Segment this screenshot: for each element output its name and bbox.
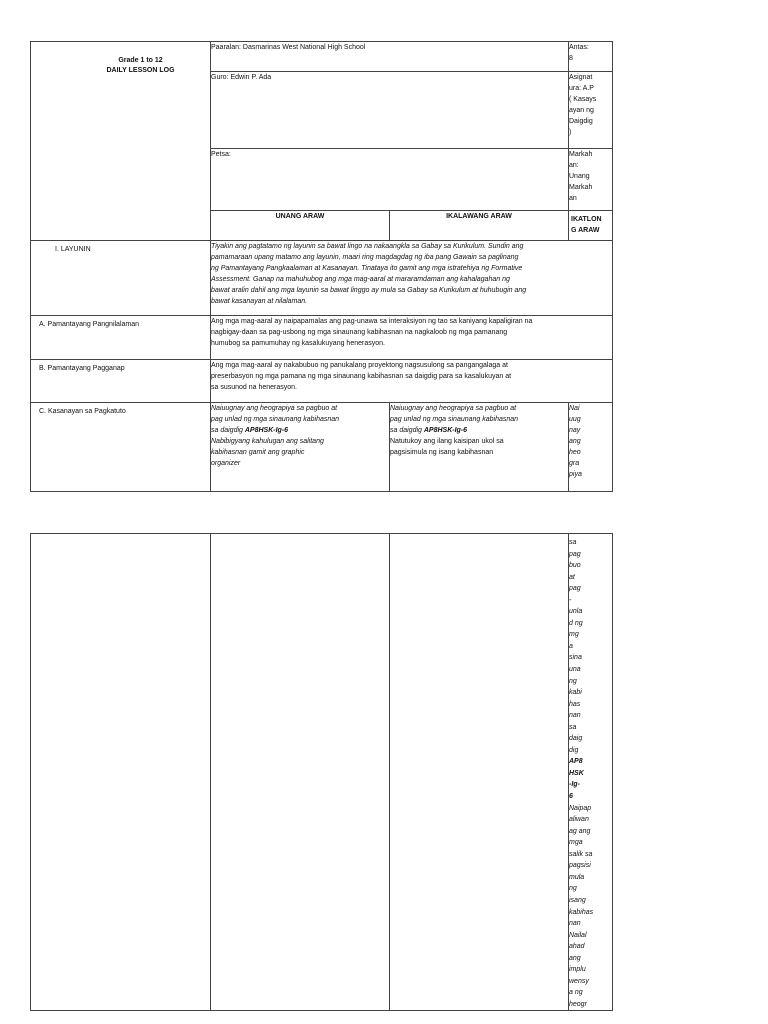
kasanayan-day2-line: Naiuugnay ang heograpiya sa pagbuo at [390,405,517,412]
page2-day3-line: kabi [569,689,582,697]
page2-day3-line: ag ang [569,827,591,835]
antas-line: 8 [569,55,573,62]
page2-day3-line: Naipap [569,804,592,812]
pagganap-line: sa susunod na henerasyon. [211,384,298,391]
markahan-line: an [569,195,577,202]
kasanayan-day1-line: sa daigdig [211,427,245,434]
page2-day3-line: mula [569,873,585,881]
layunin-line: ng Pamantayang Pangkaalaman at Kasanayan. Tinataya ito gamit ang mga istratehiya ng Formative [211,265,523,272]
kasanayan-day2-line: sa daigdig [390,427,424,434]
page2-day3-line: Nailal [569,931,587,939]
page2-day3-line: ang [569,954,581,962]
page2-day3-line: implu [569,966,586,974]
kasanayan-day1-code: AP8HSK-Ig-6 [244,427,289,434]
page2-day3-line: kabihas [569,908,594,916]
pagganap-label-cell [31,360,211,403]
pagganap-content-cell [211,360,613,403]
page2-day3-line: mga [569,839,583,847]
page2-day3-line: sa [569,723,577,731]
asignatura-line: ( Kasays [569,96,597,103]
page2-day3-line: daig [569,735,583,743]
page2-day3-line: d ng [569,619,583,627]
antas-line: Antas: [569,44,589,51]
kasanayan-day3-line: ang [569,438,581,445]
asignatura-cell [569,72,613,149]
markahan-line: an: [569,162,579,169]
kasanayan-day3-line: heo [569,449,581,456]
page2-day3-line: has [569,700,581,708]
page2-day3-line: wensy [569,977,589,985]
page2-day3-cell [569,534,613,1011]
pagganap-line: Ang mga mag-aaral ay nakabubuo ng panukalang proyektong nagsusulong sa pangangalaga at [211,362,508,369]
markahan-line: Unang [569,173,590,180]
kasanayan-day2-cell [390,403,569,492]
page2-day3-line: pag [569,550,581,558]
title-block-cell [31,42,211,241]
page2-day3-code-line: 6 [569,793,573,801]
kasanayan-day1-line: Naiuugnay ang heograpiya sa pagbuo at [211,405,338,412]
pangnilalaman-label-cell [31,316,211,360]
page2-day3-line: nan [569,712,581,720]
asignatura-line: ) [569,129,572,136]
page2-day3-code-line: -Ig- [569,781,580,789]
page2-day3-line: sa [569,539,577,546]
markahan-line: Markah [569,184,593,191]
page2-day3-code-line: HSK [569,769,584,777]
day2-header [390,211,569,241]
guro-cell [211,72,569,149]
guro-text: Guro: Edwin P. Ada [211,74,272,81]
asignatura-line: ayan ng [569,107,594,114]
pangnilalaman-label: A. Pamantayang Pangnilalaman [39,321,140,328]
page2-label-cell [31,534,211,1011]
layunin-line: Tiyakin ang pagtatamo ng layunin sa bawat lingo na nakaangkla sa Gabay sa Kurikulum. Sundin ang [211,243,524,250]
page2-day3-line: mg [569,631,579,639]
markahan-line: Markah [569,151,593,158]
kasanayan-label-cell [31,403,211,492]
page2-day3-line: una [569,666,581,674]
kasanayan-day3-line: gra [569,460,580,467]
page2-day3-line: a [569,642,573,650]
page2-day2-cell [390,534,569,1011]
lesson-log-table-page1 [30,41,613,492]
kasanayan-day3-cell [569,403,613,492]
page2-day1-cell [211,534,390,1011]
kasanayan-day1-line: Nabibigyang kahulugan ang salitang [211,438,324,445]
page2-day3-line: isang [569,896,586,904]
doc-title-line1: Grade 1 to 12 [118,57,163,64]
page2-day3-line: ahad [569,943,585,951]
markahan-cell [569,149,613,211]
petsa-cell [211,149,569,211]
kasanayan-day3-line: Nai [569,405,580,412]
page2-day3-line: dig [569,746,579,754]
kasanayan-day1-line: organizer [211,460,241,467]
day3-header [569,211,613,241]
page2-day3-line: - [569,596,572,604]
page2-day3-line: heogr [569,1000,587,1008]
pangnilalaman-line: nagbigay-daan sa pag-usbong ng mga sinaunang kabihasnan na nagkaloob ng mga pamanang [211,329,508,336]
pangnilalaman-line: Ang mga mag-aaral ay naipapamalas ang pag-unawa sa interaksiyon ng tao sa kaniyang kapaligiran na [211,318,533,325]
layunin-label: I. LAYUNIN [55,246,91,253]
asignatura-line: ura: A.P [569,85,594,92]
layunin-line: pamamaraan upang matamo ang layunin, maari ring magdagdag ng iba pang Gawain sa paglinang [211,254,519,261]
day1-header [211,211,390,241]
pagganap-label: B. Pamantayang Pagganap [39,365,125,372]
layunin-label-cell [31,241,211,316]
page2-day3-line: pagsisi [569,862,591,870]
page2-day3-line: unla [569,608,583,616]
kasanayan-day3-line: uug [569,416,581,423]
page2-day3-line: aliwan [569,816,589,824]
kasanayan-day1-cell [211,403,390,492]
kasanayan-day1-line: pag unlad ng mga sinaunang kabihasnan [211,416,340,423]
day3-header-line: IKATLON [571,216,602,223]
kasanayan-label: C. Kasanayan sa Pagkatuto [39,408,126,415]
lesson-log-table-page2 [30,533,613,1011]
page2-day3-code-line: AP8 [569,758,583,766]
layunin-line: bawat aralin dahil ang mga layunin sa bawat linggo ay mula sa Gabay sa Kurikulum at huhubugin ang [211,287,527,294]
doc-title-line2: DAILY LESSON LOG [106,67,175,74]
kasanayan-day1-line: kabihasnan gamit ang graphic [211,449,305,456]
kasanayan-day2-code: AP8HSK-Ig-6 [423,427,468,434]
layunin-line: bawat kasanayan at nilalaman. [211,298,308,305]
page2-day3-line: sina [569,654,582,662]
pagganap-line: preserbasyon ng mga pamana ng mga sinaunang kabihasnan sa daigdig para sa kasalukuyan at [211,373,512,380]
asignatura-line: Asignat [569,74,593,81]
kasanayan-day2-line: pag unlad ng mga sinaunang kabihasnan [390,416,519,423]
page2-day3-line: a ng [569,989,583,997]
paaralan-text: Paaralan: Dasmarinas West National High School [211,44,366,51]
day3-header-line: G ARAW [571,227,600,234]
day2-header-text: IKALAWANG ARAW [446,213,512,220]
layunin-line: Assessment. Ganap na mahuhubog ang mga mag-aaral at mararamdaman ang kahalagahan ng [211,276,510,283]
page2-day3-line: ng [569,885,577,893]
antas-cell [569,42,613,72]
pangnilalaman-line: humubog sa pamumuhay ng kasalukuyang henerasyon. [211,340,385,347]
page2-day3-line: salik sa [569,850,593,858]
petsa-text: Petsa: [211,151,231,158]
kasanayan-day3-line: nay [569,427,581,434]
page2-day3-line: ng [569,677,577,685]
page2-day3-line: buo [569,562,581,570]
kasanayan-day3-line: piya [569,471,582,478]
page2-day3-line: nan [569,920,581,928]
page2-day3-line: at [569,573,575,581]
kasanayan-day2-line: Natutukoy ang ilang kaisipan ukol sa [390,438,504,445]
layunin-content-cell [211,241,613,316]
pangnilalaman-content-cell [211,316,613,360]
asignatura-line: Daigdig [569,118,593,125]
page2-day3-line: pag [569,585,581,593]
kasanayan-day2-line: pagsisimula ng isang kabihasnan [390,449,494,456]
day1-header-text: UNANG ARAW [275,213,325,220]
paaralan-cell [211,42,569,72]
